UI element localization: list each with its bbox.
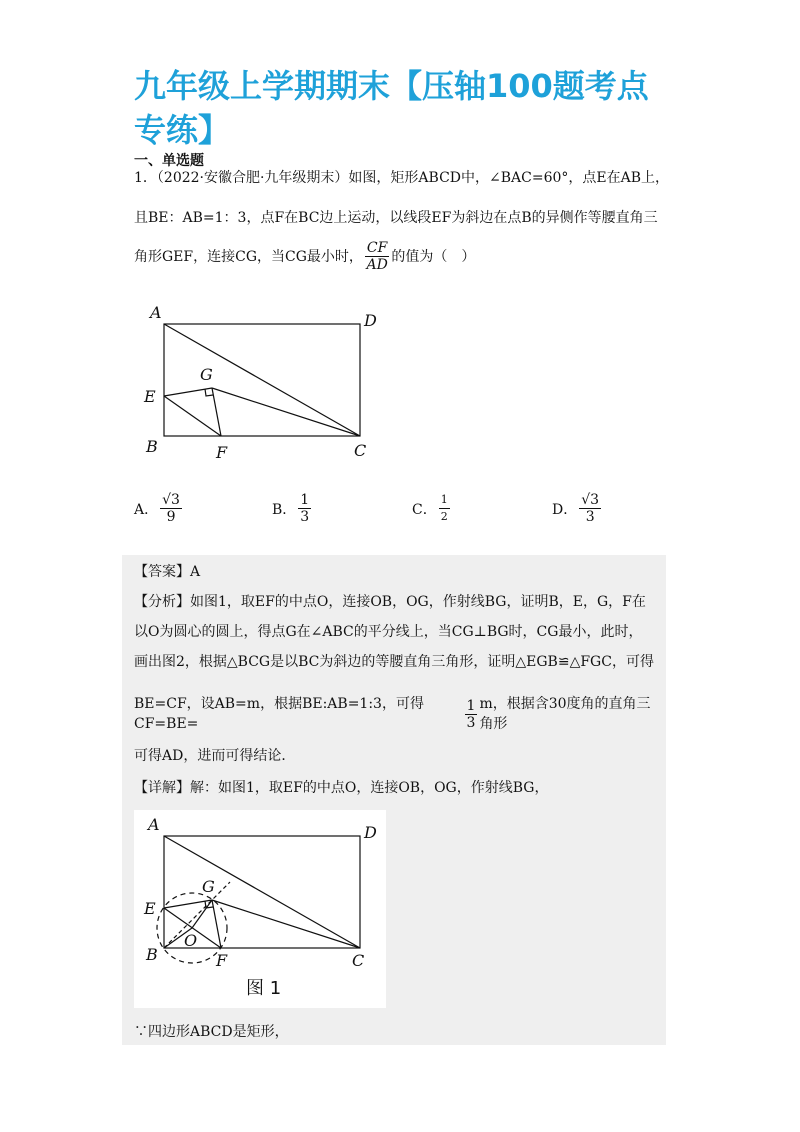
option-b[interactable] (272, 492, 313, 525)
analysis-line-4-post: m，根据含30度角的直角三角形 (479, 696, 651, 732)
analysis-fraction (465, 698, 478, 731)
option-b-num: 1 (300, 492, 310, 508)
option-d-num: √3 (581, 492, 600, 508)
label-d-2: D (364, 823, 377, 842)
label-c: C (354, 441, 367, 460)
fraction-denominator: AD (366, 257, 388, 273)
segment-og (192, 900, 212, 928)
label-f: F (216, 443, 228, 462)
analysis-line-3: 画出图2，根据△BCG是以BC为斜边的等腰直角三角形，证明△EGB≌△FGC，可得 (134, 654, 654, 670)
segment-gf-2 (212, 900, 221, 948)
option-c-fraction (439, 492, 450, 525)
question-line-2: 且BE：AB=1：3，点F在BC边上运动，以线段EF为斜边在点B的异侧作等腰直角三 (134, 210, 658, 226)
analysis-fraction-den: 3 (466, 714, 476, 731)
analysis-line-4 (134, 694, 664, 734)
label-c-2: C (352, 951, 365, 970)
segment-ef (164, 396, 221, 436)
figure-caption: 图 1 (246, 978, 282, 999)
option-d-den: 3 (585, 509, 595, 525)
label-g: G (200, 365, 213, 384)
analysis-line-2: 以O为圆心的圆上，得点G在∠ABC的平分线上，当CG⊥BG时，CG最小，此时， (134, 624, 643, 640)
option-c-label: C． (412, 501, 437, 518)
option-a-num: √3 (162, 492, 180, 508)
last-line: ∵四边形ABCD是矩形， (134, 1024, 289, 1040)
label-e: E (144, 387, 156, 406)
label-d: D (364, 311, 377, 330)
question-fraction (365, 240, 389, 273)
option-a-label: A． (134, 501, 159, 518)
question-line-3 (134, 240, 674, 273)
label-e-2: E (144, 899, 156, 918)
answer-line: 【答案】A (134, 564, 201, 580)
option-b-label: B． (272, 501, 297, 518)
detail-line: 【详解】解：如图1，取EF的中点O，连接OB，OG，作射线BG， (134, 780, 549, 796)
analysis-line-5: 可得AD，进而可得结论． (134, 748, 296, 764)
page-title: 九年级上学期期末【压轴100题考点专练】 (134, 67, 649, 149)
label-o: O (184, 931, 198, 950)
option-c[interactable] (412, 492, 452, 525)
label-a-2: A (148, 815, 160, 834)
option-c-den: 2 (440, 510, 448, 523)
analysis-fraction-num: 1 (466, 697, 476, 714)
figure-1-box (134, 810, 386, 1008)
label-g-2: G (202, 877, 215, 896)
option-c-num: 1 (439, 492, 450, 509)
section-heading: 一、单选题 (134, 153, 204, 169)
option-d-label: D． (552, 501, 578, 518)
label-f-2: F (216, 951, 228, 970)
segment-gf (212, 388, 221, 436)
option-a-den: 9 (166, 509, 176, 525)
geometry-figure-2 (134, 810, 386, 1008)
option-a[interactable] (134, 492, 184, 525)
segment-gc-2 (212, 900, 360, 948)
segment-gc (212, 388, 360, 436)
label-a: A (150, 303, 162, 322)
option-d[interactable] (552, 492, 603, 525)
analysis-line-4-pre: BE=CF，设AB=m，根据BE:AB=1:3，可得CF=BE= (134, 696, 424, 732)
option-a-fraction (160, 492, 182, 525)
diagonal-ac (164, 324, 360, 436)
question-line-3-pre: 角形GEF，连接CG，当CG最小时， (134, 248, 363, 265)
label-b: B (146, 437, 158, 456)
option-b-fraction (298, 492, 311, 525)
question-line-1: 1．（2022·安徽合肥·九年级期末）如图，矩形ABCD中，∠BAC=60°，点E在AB上， (134, 170, 670, 186)
option-b-den: 3 (300, 509, 310, 525)
geometry-figure-1 (134, 300, 394, 470)
option-d-fraction (579, 492, 601, 525)
analysis-line-1: 【分析】如图1，取EF的中点O，连接OB，OG，作射线BG，证明B，E，G，F在 (134, 594, 646, 610)
label-b-2: B (146, 945, 158, 964)
fraction-numerator: CF (366, 240, 388, 256)
question-line-3-post: 的值为（ ） (391, 248, 476, 265)
